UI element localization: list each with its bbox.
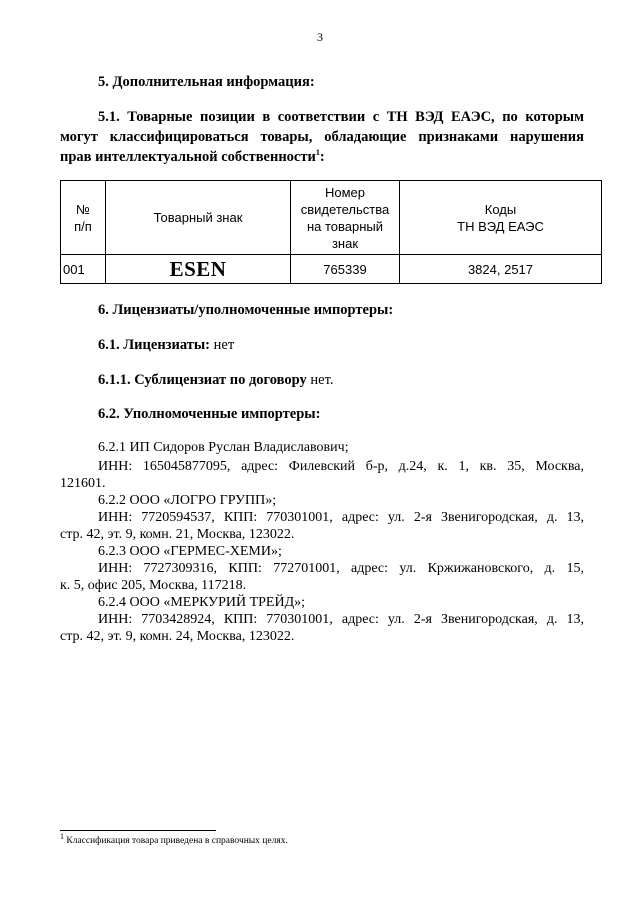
page-number: 3 [317, 30, 323, 44]
table-row [61, 255, 602, 284]
sublicensee-line [98, 372, 333, 389]
sublicensee-label: 6.1.1. Сублицензиат по договору [98, 372, 307, 388]
header-trademark: Товарный знак [106, 181, 291, 255]
header-codes-line-1: Коды [484, 201, 517, 217]
importer-1-line-1: ИНН: 165045877095, адрес: Филевский б-р, д.24, к. 1, кв. 35, Москва, [98, 459, 584, 474]
header-codes [400, 181, 602, 255]
footnote-ref: 1 [315, 148, 320, 158]
importer-3-title: 6.2.3 ООО «ГЕРМЕС-ХЕМИ»; [98, 544, 282, 559]
header-num-line-2: п/п [74, 218, 92, 234]
licensees-label: 6.1. Лицензиаты: [98, 337, 211, 353]
importer-2-line-2: стр. 42, эт. 9, комн. 21, Москва, 123022. [60, 527, 295, 542]
licensees-line [98, 337, 234, 354]
importer-3-line-1: ИНН: 7727309316, КПП: 772701001, адрес: ул. Кржижановского, д. 15, [98, 561, 584, 576]
header-cert-line-1: Номер [324, 184, 365, 200]
importer-1-line-2: 121601. [60, 476, 106, 491]
importer-4-title: 6.2.4 ООО «МЕРКУРИЙ ТРЕЙД»; [98, 595, 306, 610]
section-5-1-line-1: 5.1. Товарные позиции в соответствии с ТН ВЭД ЕАЭС, по которым [98, 109, 584, 125]
footnote-text: Классификация товара приведена в справочных целях. [64, 836, 288, 846]
importer-2-line-1: ИНН: 7720594537, КПП: 770301001, адрес: ул. 2-я Звенигородская, д. 13, [98, 510, 584, 525]
header-num [61, 181, 106, 255]
importer-4-line-1: ИНН: 7703428924, КПП: 770301001, адрес: ул. 2-я Звенигородская, д. 13, [98, 612, 584, 627]
header-cert-line-2: свидетельства [300, 201, 390, 217]
header-cert-line-4: знак [331, 235, 359, 251]
trademark-table [60, 180, 602, 284]
row-codes: 3824, 2517 [400, 255, 602, 284]
footnote-mark: 1 [60, 831, 64, 841]
section-5-1-line-3-end: : [319, 149, 325, 165]
importer-4-line-2: стр. 42, эт. 9, комн. 24, Москва, 123022. [60, 629, 295, 644]
row-cert: 765339 [291, 255, 400, 284]
importer-1-title: 6.2.1 ИП Сидоров Руслан Владиславович; [98, 440, 349, 455]
footnote-divider [60, 830, 216, 831]
header-cert-line-3: на товарный [306, 218, 384, 234]
header-cert [291, 181, 400, 255]
section-5-1-line-3 [60, 149, 325, 166]
licensees-value: нет [210, 337, 235, 353]
section-5-heading: 5. Дополнительная информация: [98, 74, 315, 90]
header-codes-line-2: ТН ВЭД ЕАЭС [457, 218, 544, 234]
row-num: 001 [61, 255, 106, 284]
section-5-1-line-3-text: прав интеллектуальной собственности [60, 149, 316, 165]
footnote [60, 831, 288, 846]
importer-2-title: 6.2.2 ООО «ЛОГРО ГРУПП»; [98, 493, 277, 508]
table-header-row [61, 181, 602, 255]
section-5-1-line-2: могут классифицироваться товары, обладающие признаками нарушения [60, 129, 584, 145]
importer-3-line-2: к. 5, офис 205, Москва, 117218. [60, 578, 247, 593]
row-trademark: ESEN [106, 255, 291, 284]
importers-heading: 6.2. Уполномоченные импортеры: [98, 406, 321, 422]
header-num-line-1: № [76, 201, 90, 217]
section-6-heading: 6. Лицензиаты/уполномоченные импортеры: [98, 302, 394, 318]
sublicensee-value: нет. [306, 372, 334, 388]
